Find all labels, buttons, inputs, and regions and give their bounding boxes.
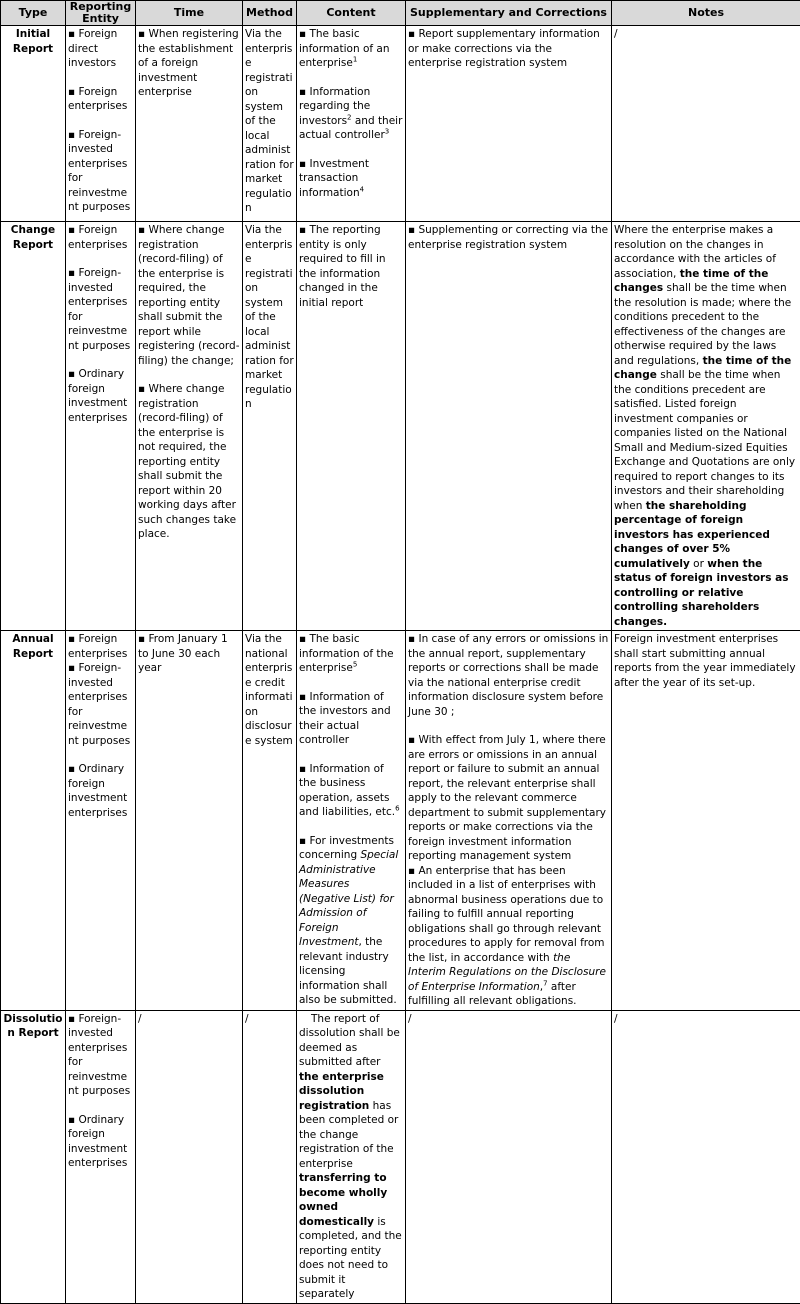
list-item: ▪ The basic information of an enterprise$^1$ xyxy=(299,27,403,71)
supplementary-cell xyxy=(406,631,612,1011)
entity-cell xyxy=(66,26,136,222)
list-item: ▪ Foreign-invested enterprises for reinvestment purposes xyxy=(68,128,133,215)
row-dissolution-report xyxy=(1,1010,800,1303)
header-notes: Notes xyxy=(612,1,800,26)
notes-cell: Where the enterprise makes a resolution on the changes in accordance with the articles of association, the time of the changes shall be the time when the resolution is made; where the conditions precedent to the effectiveness of the changes are otherwise required by the laws and regulations, the time of the change shall be the time when the conditions precedent are satisfied. Listed foreign investment companies or companies listed on the National Small and Medium-sized Equities Exchange and Quotations are only required to report changes to its investors and their shareholding when the shareholding percentage of foreign investors has experienced changes of over 5% cumulatively or when the status of foreign investors as controlling or relative controlling shareholders changes. xyxy=(612,222,800,631)
method-cell: Via the enterprise registration system of the local administration for market regulation xyxy=(243,222,297,631)
list-item: ▪ Foreign enterprises xyxy=(68,85,133,114)
time-cell: ▪ When registering the establishment of a foreign investment enterprise xyxy=(136,26,243,222)
list-item: ▪ Information regarding the investors$^2$ and their actual controller$^3$ xyxy=(299,85,403,143)
list-item: ▪ Ordinary foreign investment enterprises xyxy=(68,367,133,425)
entity-cell xyxy=(66,222,136,631)
list-item: ▪ Information of the investors and their actual controller xyxy=(299,690,403,748)
type-cell: Initial Report xyxy=(1,26,66,222)
notes-cell: / xyxy=(612,1010,800,1303)
type-cell: Annual Report xyxy=(1,631,66,1011)
header-reporting-entity: Reporting Entity xyxy=(66,1,136,26)
list-item: ▪ Where change registration (record-filing) of the enterprise is required, the reporting entity shall submit the report while registering (record-filing) the change; xyxy=(138,223,240,368)
list-item: ▪ Foreign-invested enterprises for reinvestment purposes xyxy=(68,661,133,748)
list-item: ▪ The basic information of the enterprise$^5$ xyxy=(299,632,403,676)
header-supplementary: Supplementary and Corrections xyxy=(406,1,612,26)
type-cell: Dissolution Report xyxy=(1,1010,66,1303)
type-cell: Change Report xyxy=(1,222,66,631)
notes-cell: Foreign investment enterprises shall start submitting annual reports from the year immediately after the year of its set-up. xyxy=(612,631,800,1011)
row-change-report xyxy=(1,222,800,631)
list-item: ▪ Ordinary foreign investment enterprises xyxy=(68,1113,133,1171)
time-cell: ▪ From January 1 to June 30 each year xyxy=(136,631,243,1011)
method-cell: Via the national enterprise credit information disclosure system xyxy=(243,631,297,1011)
list-item: ▪ Where change registration (record-filing) of the enterprise is not required, the reporting entity shall submit the report within 20 working days after such changes take place. xyxy=(138,382,240,542)
list-item: ▪ Foreign-invested enterprises for reinvestment purposes xyxy=(68,266,133,353)
header-row xyxy=(1,1,800,26)
entity-cell xyxy=(66,631,136,1011)
supplementary-cell: ▪ Report supplementary information or make corrections via the enterprise registration system xyxy=(406,26,612,222)
header-time: Time xyxy=(136,1,243,26)
method-cell: Via the enterprise registration system of the local administration for market regulation xyxy=(243,26,297,222)
time-cell: / xyxy=(136,1010,243,1303)
list-item: ▪ In case of any errors or omissions in the annual report, supplementary reports or corrections shall be made via the national enterprise credit information disclosure system before June 30 ; xyxy=(408,632,609,719)
method-cell: / xyxy=(243,1010,297,1303)
content-cell: ▪ The reporting entity is only required to fill in the information changed in the initial report xyxy=(297,222,406,631)
list-item: ▪ Foreign enterprises xyxy=(68,223,133,252)
list-item: ▪ Foreign enterprises xyxy=(68,632,133,661)
dissolution-content-text: The report of dissolution shall be deemed as submitted after the enterprise dissolution registration has been completed or the change registration of the enterprise transferring to become wholly owned domestically is completed, and the reporting entity does not need to submit it separately xyxy=(299,1012,403,1302)
time-cell xyxy=(136,222,243,631)
list-item: ▪ For investments concerning Special Administrative Measures (Negative List) for Admission of Foreign Investment, the relevant industry licensing information shall also be submitted. xyxy=(299,834,403,1008)
header-content: Content xyxy=(297,1,406,26)
list-item: ▪ An enterprise that has been included in a list of enterprises with abnormal business operations due to failing to fulfill annual reporting obligations shall go through relevant procedures to apply for removal from the list, in accordance with the Interim Regulations on the Disclosure of Enterprise Information,$^7$ after fulfilling all relevant obligations. xyxy=(408,864,609,1009)
row-annual-report xyxy=(1,631,800,1011)
header-type: Type xyxy=(1,1,66,26)
entity-cell xyxy=(66,1010,136,1303)
list-item: ▪ Ordinary foreign investment enterprises xyxy=(68,762,133,820)
header-method: Method xyxy=(243,1,297,26)
content-cell xyxy=(297,1010,406,1303)
content-cell xyxy=(297,26,406,222)
supplementary-cell: ▪ Supplementing or correcting via the enterprise registration system xyxy=(406,222,612,631)
list-item: ▪ Information of the business operation, assets and liabilities, etc.$^6$ xyxy=(299,762,403,820)
list-item: ▪ Foreign direct investors xyxy=(68,27,133,71)
supplementary-cell: / xyxy=(406,1010,612,1303)
row-initial-report xyxy=(1,26,800,222)
content-cell xyxy=(297,631,406,1011)
list-item: ▪ With effect from July 1, where there are errors or omissions in an annual report or failure to submit an annual report, the relevant enterprise shall apply to the relevant commerce department to submit supplementary reports or make corrections via the foreign investment information reporting management system xyxy=(408,733,609,864)
notes-cell: / xyxy=(612,26,800,222)
list-item: ▪ Investment transaction information$^4$ xyxy=(299,157,403,201)
list-item: ▪ Foreign-invested enterprises for reinvestment purposes xyxy=(68,1012,133,1099)
